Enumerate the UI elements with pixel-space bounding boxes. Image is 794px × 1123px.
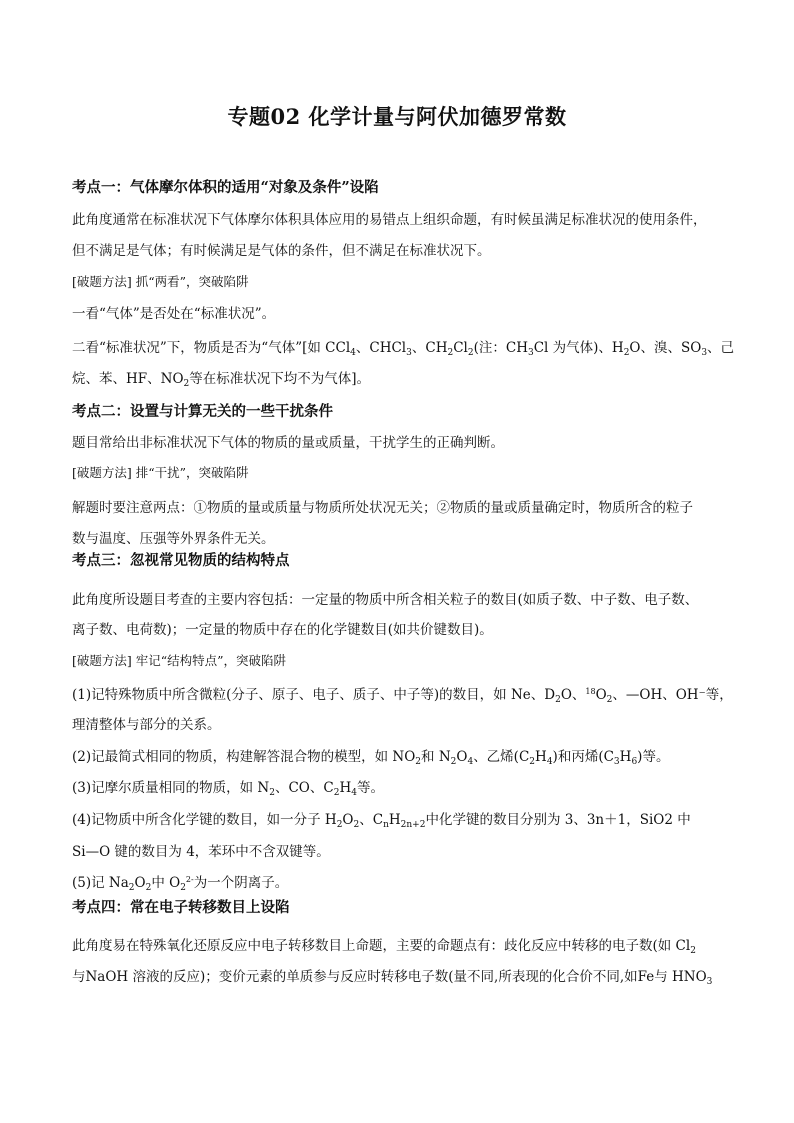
formula-line: (1)记特殊物质中所含微粒(分子、原子、电子、质子、中子等)的数目，如 Ne、$D_2O$、$^{18}O_2$、—OH、OH⁻等， xyxy=(72,687,733,705)
formula-line: 二看“标准状况”下，物质是否为“气体”[如 CCl$_4$、CHCl$_3$、$CH_2Cl_2$(注：$CH_3Cl$ 为气体)、$H_2O$、溴、$SO_3$、己 xyxy=(72,340,735,358)
paragraph: 数与温度、压强等外界条件无关。 xyxy=(72,531,275,547)
formula-line: (4)记物质中所含化学键的数目，如一分子 $H_2O_2$、$C_nH_{2n+2}$中化学键的数目分别为 3、3n＋1，SiO2 中 xyxy=(72,812,691,830)
formula-line: (2)记最简式相同的物质，构建解答混合物的模型，如 $NO_2$和 $N_2O_4$、乙烯$(C_2H_4)$和丙烯$(C_3H_6)$等。 xyxy=(72,749,670,767)
paragraph: Si—O 键的数目为 4，苯环中不含双键等。 xyxy=(72,844,330,860)
page-title: 专题02 化学计量与阿伏加德罗常数 xyxy=(227,104,567,129)
section-heading-3: 考点三：忽视常见物质的结构特点 xyxy=(72,552,290,569)
formula-line: 与NaOH 溶液的反应)；变价元素的单质参与反应时转移电子数(量不同,所表现的化合价不同,如Fe与 $HNO_3$ xyxy=(72,969,713,987)
paragraph: 一看“气体”是否处在“标准状况”。 xyxy=(72,306,276,322)
section-heading-1: 考点一：气体摩尔体积的适用“对象及条件”设陷 xyxy=(72,179,379,196)
section-heading-2: 考点二：设置与计算无关的一些干扰条件 xyxy=(72,403,333,420)
paragraph: 解题时要注意两点：①物质的量或质量与物质所处状况无关；②物质的量或质量确定时，物质所含的粒子 xyxy=(72,500,693,516)
paragraph: 此角度通常在标准状况下气体摩尔体积具体应用的易错点上组织命题，有时候虽满足标准状况的使用条件， xyxy=(72,212,707,228)
paragraph: 但不满足是气体；有时候满足是气体的条件，但不满足在标准状况下。 xyxy=(72,243,491,259)
formula-line: (3)记摩尔质量相同的物质，如 $N_2$、CO、$C_2H_4$等。 xyxy=(72,780,384,798)
paragraph: 题目常给出非标准状况下气体的物质的量或质量，干扰学生的正确判断。 xyxy=(72,435,504,451)
section-heading-4: 考点四：常在电子转移数目上设陷 xyxy=(72,899,290,916)
formula-line: 烷、苯、HF、$NO_2$等在标准状况下均不为气体]。 xyxy=(72,371,371,389)
method-label: [破题方法] 牢记“结构特点”，突破陷阱 xyxy=(72,653,287,668)
formula-line: (5)记 $Na_2O_2$中 $O_2^{2-}$为一个阴离子。 xyxy=(72,875,289,893)
paragraph: 理清整体与部分的关系。 xyxy=(72,717,221,733)
method-label: [破题方法] 抓“两看”，突破陷阱 xyxy=(72,274,249,289)
paragraph: 离子数、电荷数)；一定量的物质中存在的化学键数目(如共价键数目)。 xyxy=(72,622,493,638)
formula-line: 此角度易在特殊氧化还原反应中电子转移数目上命题，主要的命题点有：歧化反应中转移的电子数(如 $Cl_2$ xyxy=(72,938,696,956)
method-label: [破题方法] 排“干扰”，突破陷阱 xyxy=(72,465,249,480)
paragraph: 此角度所设题目考查的主要内容包括：一定量的物质中所含相关粒子的数目(如质子数、中子数、电子数、 xyxy=(72,592,699,608)
